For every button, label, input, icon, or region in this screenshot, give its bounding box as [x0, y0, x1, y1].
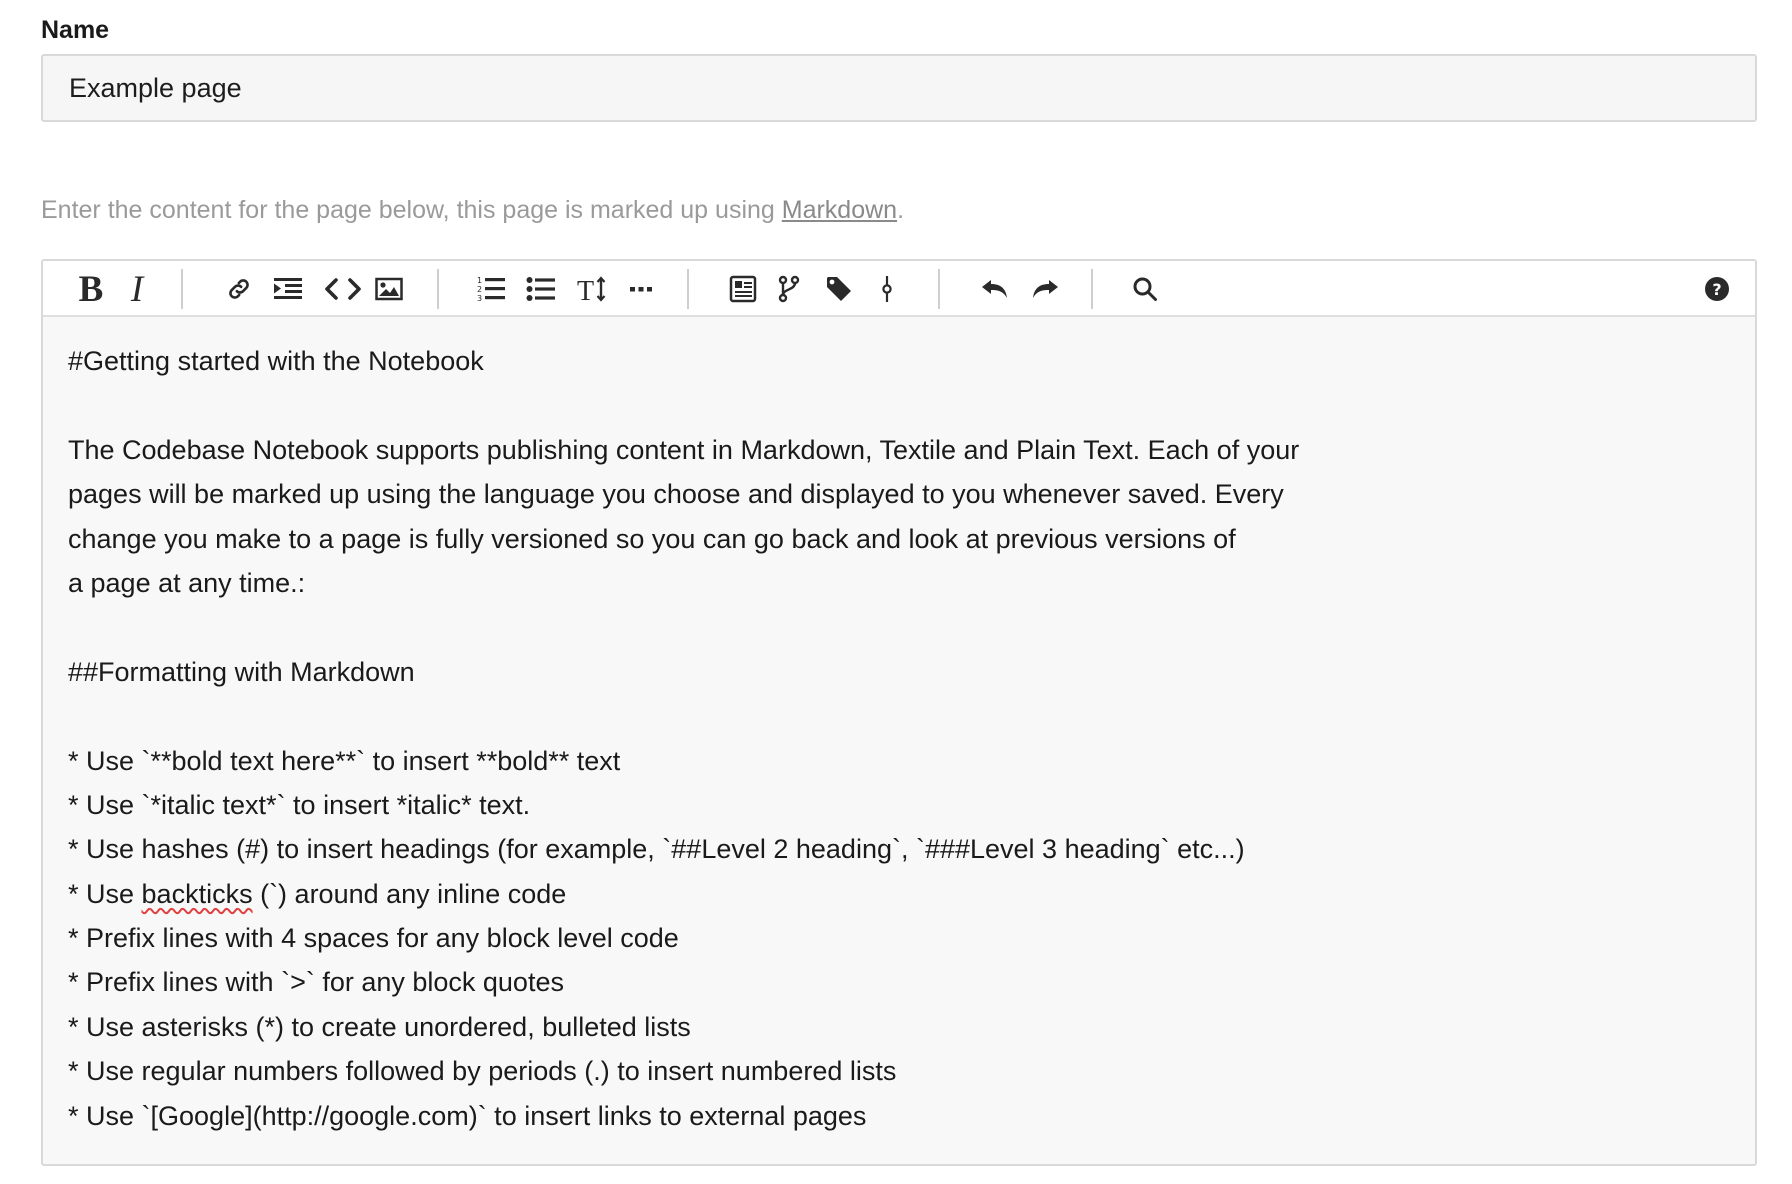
text-height-icon	[577, 275, 609, 303]
bold-icon: B	[78, 268, 104, 310]
name-input[interactable]	[41, 54, 1757, 122]
italic-icon: I	[130, 268, 144, 310]
editor-line: * Use backticks (`) around any inline code	[68, 878, 567, 909]
link-icon	[226, 276, 252, 302]
editor-line: pages will be marked up using the language you choose and displayed to you whenever saved. Every	[68, 479, 1284, 510]
editor-line: * Use regular numbers followed by periods (.) to insert numbered lists	[68, 1056, 897, 1087]
editor-line: * Use `[Google](http://google.com)` to insert links to external pages	[68, 1100, 867, 1131]
editor-line: #Getting started with the Notebook	[68, 346, 484, 376]
editor-line: ##Formatting with Markdown	[68, 656, 415, 687]
indent-button[interactable]	[268, 269, 308, 309]
svg-text:3: 3	[477, 294, 483, 303]
help-text	[41, 196, 904, 225]
tag-icon	[825, 275, 853, 303]
help-text-suffix: .	[897, 196, 905, 224]
name-label: Name	[41, 16, 110, 44]
spelling-error[interactable]: backticks	[141, 878, 253, 909]
editor-line: change you make to a page is fully versioned so you can go back and look at previous versions of	[68, 523, 1236, 554]
horizontal-rule-button[interactable]	[621, 269, 661, 309]
editor-textarea[interactable]	[68, 339, 1735, 1138]
image-icon	[375, 277, 403, 301]
link-button[interactable]	[219, 269, 259, 309]
editor-line	[68, 694, 1735, 738]
help-icon	[1704, 276, 1730, 302]
heading-button[interactable]	[573, 269, 613, 309]
editor-line: * Use `*italic text*` to insert *italic* text.	[68, 789, 531, 820]
redo-icon	[1030, 276, 1060, 302]
ordered-list-button[interactable]	[471, 269, 511, 309]
redo-button[interactable]	[1025, 269, 1065, 309]
help-button[interactable]	[1697, 269, 1737, 309]
editor-line: * Use `**bold text here**` to insert **bold** text	[68, 745, 621, 776]
undo-button[interactable]	[975, 269, 1015, 309]
branch-button[interactable]	[769, 269, 809, 309]
toolbar-divider	[687, 269, 689, 309]
branch-icon	[778, 275, 800, 303]
ellipsis-icon	[629, 284, 653, 294]
editor-line	[68, 605, 1735, 649]
editor-toolbar	[43, 261, 1755, 317]
toolbar-divider	[181, 269, 183, 309]
code-button[interactable]	[323, 269, 363, 309]
svg-text:?: ?	[1712, 280, 1722, 299]
bold-button[interactable]	[71, 269, 111, 309]
search-button[interactable]	[1125, 269, 1165, 309]
search-icon	[1132, 276, 1158, 302]
toolbar-divider	[437, 269, 439, 309]
editor-line: a page at any time.:	[68, 567, 306, 598]
markdown-editor	[41, 259, 1757, 1166]
commit-button[interactable]	[867, 269, 907, 309]
unordered-list-icon	[526, 276, 556, 302]
ticket-button[interactable]	[723, 269, 763, 309]
undo-icon	[980, 276, 1010, 302]
indent-icon	[273, 276, 303, 302]
document-icon	[729, 275, 757, 303]
toolbar-divider	[1091, 269, 1093, 309]
help-text-prefix: Enter the content for the page below, this page is marked up using	[41, 196, 782, 224]
image-button[interactable]	[369, 269, 409, 309]
unordered-list-button[interactable]	[521, 269, 561, 309]
svg-text:1: 1	[477, 276, 483, 285]
editor-line: * Prefix lines with `>` for any block quotes	[68, 967, 564, 998]
commit-icon	[881, 275, 893, 303]
editor-line: * Prefix lines with 4 spaces for any block level code	[68, 923, 679, 954]
markdown-link[interactable]: Markdown	[781, 196, 898, 224]
code-icon	[324, 276, 362, 302]
tag-button[interactable]	[819, 269, 859, 309]
italic-button[interactable]	[117, 269, 157, 309]
editor-line: The Codebase Notebook supports publishing content in Markdown, Textile and Plain Text. Each of your	[68, 434, 1300, 465]
editor-line: * Use hashes (#) to insert headings (for example, `##Level 2 heading`, `###Level 3 heading` etc...)	[68, 834, 1245, 865]
toolbar-divider	[938, 269, 940, 309]
ordered-list-icon	[476, 275, 506, 303]
svg-text:T: T	[577, 276, 595, 303]
svg-text:2: 2	[477, 285, 483, 294]
editor-line: * Use asterisks (*) to create unordered, bulleted lists	[68, 1011, 691, 1042]
editor-line	[68, 383, 1735, 427]
